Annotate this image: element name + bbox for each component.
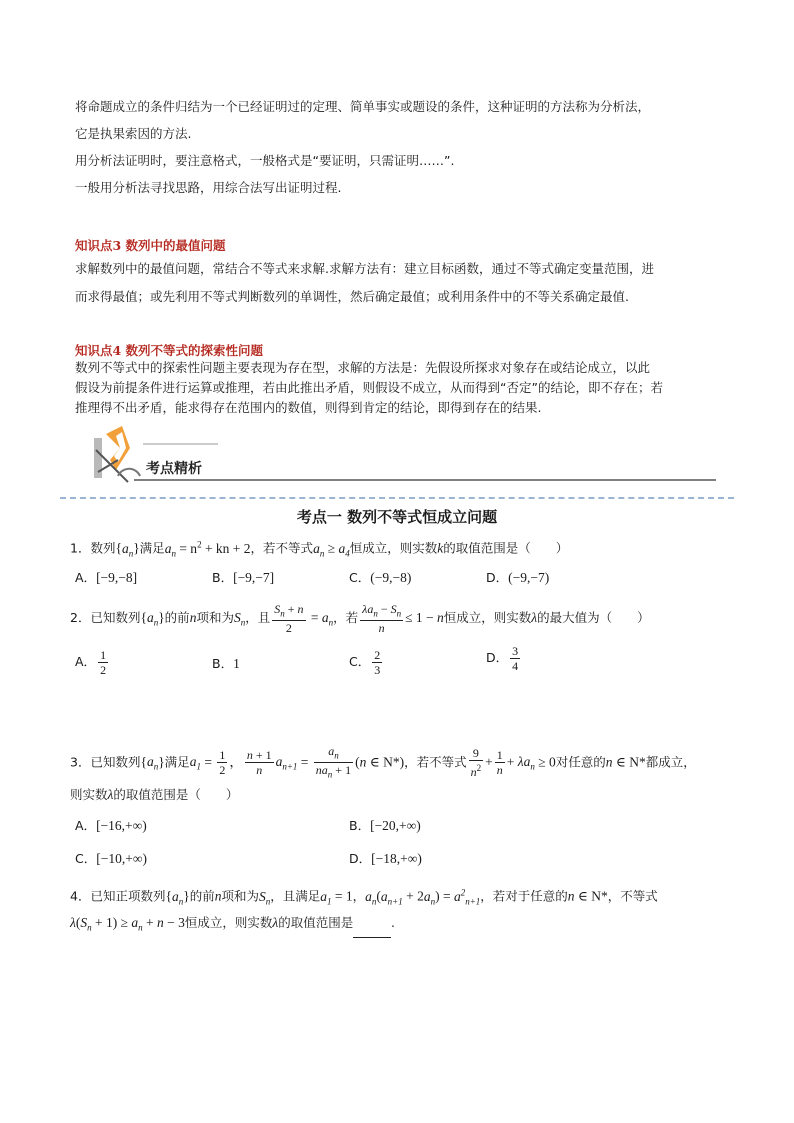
- intro-line-3: 用分析法证明时，要注意格式，一般格式是“要证明，只需证明……”.: [75, 153, 455, 168]
- knowledge-point-4-heading: 知识点4 数列不等式的探索性问题: [75, 343, 264, 358]
- question-1: 1．数列$\{a_n\}$满足$a_n = n^2$ + kn + 2，若不等式$a_n \ge a_4$恒成立，则实数k的取值范围是（ ）: [70, 539, 569, 559]
- k4-line-2: 假设为前提条件进行运算或推理，若由此推出矛盾，则假设不成立，从而得到“否定”的结论，即不存在；若: [75, 380, 663, 395]
- section-banner: [88, 420, 728, 490]
- dashed-divider: [60, 497, 734, 499]
- banner-label: 考点精析: [146, 461, 202, 477]
- k4-line-1: 数列不等式中的探索性问题主要表现为存在型，求解的方法是：先假设所探求对象存在或结论成立，以此: [75, 360, 651, 375]
- intro-line-1: 将命题成立的条件归结为一个已经证明过的定理、简单事实或题设的条件，这种证明的方法称为分析法，: [75, 99, 651, 114]
- q1-option-a[interactable]: A．[−9,−8]: [75, 570, 138, 585]
- ruler-compass-icon: [88, 420, 728, 490]
- q2-option-c[interactable]: C． $\frac{2}{3}$: [349, 648, 381, 677]
- question-4: 4．已知正项数列$\{a_n\}$的前n项和为$S_n$，且满足$a_1 = 1$，$a_n(a_{n+1} + 2a_n) = a^2_{n+1}$，若对于任意的n ∈ N*，不等式: [70, 887, 658, 907]
- question-3: 3．已知数列$\{a_n\}$满足$a_1$ = $\frac{1}{2}$ ， $\frac{n + 1}{n}$ $a_{n+1}$ = $\frac{a_n}{na_n + 1}$ (n ∈ N*)，若不等式 $\frac{9}{n^2}$ + $\frac{1}{n}$ + $\lambda a_n \ge 0$对任意的n ∈ N*都成立，: [70, 744, 696, 780]
- q2-option-d[interactable]: D． $\frac{3}{4}$: [486, 644, 519, 673]
- question-2: 2．已知数列$\{a_n\}$的前n项和为$S_n$，且 $\frac{S_n + n}{2}$ = $a_n$，若 $\frac{\lambda a_n - S_n}{n}$ ≤ 1 − n恒成立，则实数λ的最大值为（ ）: [70, 602, 650, 636]
- question-3-line-2: 则实数λ的取值范围是（ ）: [70, 787, 239, 802]
- q1-option-b[interactable]: B．[−9,−7]: [212, 570, 275, 585]
- q2-option-b[interactable]: B．1: [212, 656, 240, 671]
- q3-option-c[interactable]: C．[−10,+∞): [75, 851, 147, 866]
- intro-line-2: 它是执果索因的方法.: [75, 126, 192, 141]
- answer-blank[interactable]: [353, 923, 391, 938]
- k3-line-2: 而求得最值；或先利用不等式判断数列的单调性，然后确定最值；或利用条件中的不等关系确定最值.: [75, 289, 629, 304]
- q2-option-a[interactable]: A． $\frac{1}{2}$: [75, 648, 107, 677]
- q1-option-c[interactable]: C．(−9,−8): [349, 570, 412, 585]
- q3-option-d[interactable]: D．[−18,+∞): [349, 851, 422, 866]
- section-title: 考点一 数列不等式恒成立问题: [296, 508, 498, 526]
- question-4-line-2: $\lambda(S_n + 1) \ge a_n + n - 3$恒成立，则实数λ的取值范围是 .: [70, 913, 395, 938]
- intro-line-4: 一般用分析法寻找思路，用综合法写出证明过程.: [75, 180, 342, 195]
- q1-option-d[interactable]: D．(−9,−7): [486, 570, 550, 585]
- k4-line-3: 推理得不出矛盾，能求得存在范围内的数值，则得到肯定的结论，即得到存在的结果.: [75, 400, 542, 415]
- knowledge-point-3-heading: 知识点3 数列中的最值问题: [75, 238, 226, 253]
- k3-line-1: 求解数列中的最值问题，常结合不等式来求解.求解方法有：建立目标函数，通过不等式确定变量范围，进: [75, 261, 654, 276]
- q3-option-b[interactable]: B．[−20,+∞): [349, 818, 421, 833]
- q3-option-a[interactable]: A．[−16,+∞): [75, 818, 147, 833]
